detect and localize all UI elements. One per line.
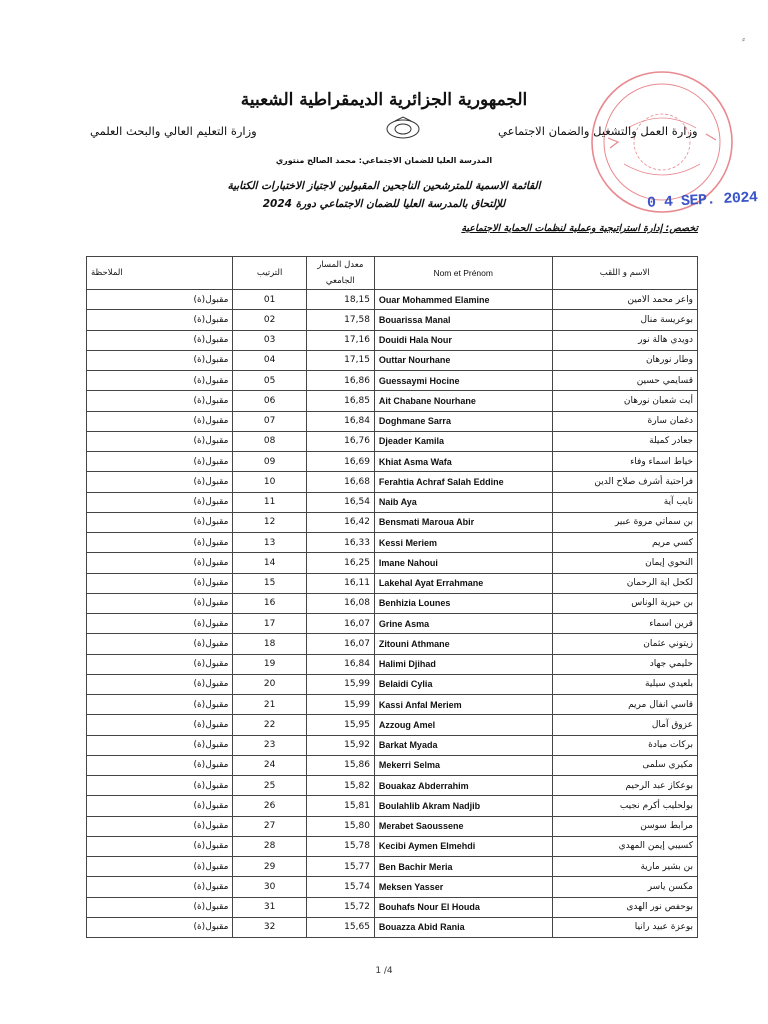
name-ar-cell: بوعكاز عبد الرحيم bbox=[552, 776, 698, 796]
rank-cell: 20 bbox=[233, 674, 306, 694]
note-cell bbox=[87, 350, 233, 370]
note-text: مقبول(ة) bbox=[193, 902, 229, 913]
average-cell: 16,42 bbox=[306, 512, 374, 532]
note-text: مقبول(ة) bbox=[193, 618, 229, 629]
rank-cell: 13 bbox=[233, 533, 306, 553]
note-text: مقبول(ة) bbox=[193, 476, 229, 487]
note-text: مقبول(ة) bbox=[193, 598, 229, 609]
table-row bbox=[87, 816, 698, 836]
table-row bbox=[87, 391, 698, 411]
note-text: مقبول(ة) bbox=[193, 375, 229, 386]
rank-cell: 32 bbox=[233, 917, 306, 937]
name-fr-cell: Djeader Kamila bbox=[374, 431, 552, 451]
average-cell: 15,99 bbox=[306, 695, 374, 715]
average-cell: 16,25 bbox=[306, 553, 374, 573]
name-fr-cell: Doghmane Sarra bbox=[374, 411, 552, 431]
rank-cell: 07 bbox=[233, 411, 306, 431]
table-row bbox=[87, 350, 698, 370]
rank-cell: 21 bbox=[233, 695, 306, 715]
note-text: مقبول(ة) bbox=[193, 841, 229, 852]
rank-cell: 19 bbox=[233, 654, 306, 674]
table-row bbox=[87, 411, 698, 431]
average-cell: 15,95 bbox=[306, 715, 374, 735]
average-cell: 15,78 bbox=[306, 836, 374, 856]
note-text: مقبول(ة) bbox=[193, 578, 229, 589]
rank-cell: 08 bbox=[233, 431, 306, 451]
table-row bbox=[87, 290, 698, 310]
name-ar-cell: دويدي هالة نور bbox=[552, 330, 698, 350]
name-ar-cell: فراحتية أشرف صلاح الدين bbox=[552, 472, 698, 492]
average-cell: 16,84 bbox=[306, 411, 374, 431]
note-cell bbox=[87, 796, 233, 816]
rank-cell: 26 bbox=[233, 796, 306, 816]
table-row bbox=[87, 836, 698, 856]
name-ar-cell: أيت شعبان نورهان bbox=[552, 391, 698, 411]
note-cell bbox=[87, 634, 233, 654]
table-row bbox=[87, 533, 698, 553]
note-cell bbox=[87, 533, 233, 553]
name-fr-cell: Belaidi Cylia bbox=[374, 674, 552, 694]
note-text: مقبول(ة) bbox=[193, 395, 229, 406]
table-row bbox=[87, 715, 698, 735]
table-row bbox=[87, 857, 698, 877]
note-text: مقبول(ة) bbox=[193, 699, 229, 710]
document-title-line-2: للإلتحاق بالمدرسة العليا للضمان الاجتماعي دورة 2024 bbox=[262, 198, 506, 210]
name-fr-cell: Kecibi Aymen Elmehdi bbox=[374, 836, 552, 856]
name-ar-cell: دغمان سارة bbox=[552, 411, 698, 431]
average-cell: 15,65 bbox=[306, 917, 374, 937]
note-text: مقبول(ة) bbox=[193, 314, 229, 325]
note-text: مقبول(ة) bbox=[193, 638, 229, 649]
note-text: مقبول(ة) bbox=[193, 922, 229, 933]
name-fr-cell: Mekerri Selma bbox=[374, 755, 552, 775]
note-text: مقبول(ة) bbox=[193, 294, 229, 305]
note-cell bbox=[87, 330, 233, 350]
name-fr-cell: Benhizia Lounes bbox=[374, 593, 552, 613]
rank-cell: 31 bbox=[233, 897, 306, 917]
name-fr-cell: Bensmati Maroua Abir bbox=[374, 512, 552, 532]
note-text: مقبول(ة) bbox=[193, 517, 229, 528]
note-text: مقبول(ة) bbox=[193, 800, 229, 811]
note-text: مقبول(ة) bbox=[193, 659, 229, 670]
note-cell bbox=[87, 674, 233, 694]
table-row bbox=[87, 472, 698, 492]
note-text: مقبول(ة) bbox=[193, 355, 229, 366]
average-cell: 16,69 bbox=[306, 452, 374, 472]
table-row bbox=[87, 553, 698, 573]
name-fr-cell: Barkat Myada bbox=[374, 735, 552, 755]
name-fr-cell: Ben Bachir Meria bbox=[374, 857, 552, 877]
table-row bbox=[87, 371, 698, 391]
name-fr-cell: Azzoug Amel bbox=[374, 715, 552, 735]
note-cell bbox=[87, 857, 233, 877]
table-row bbox=[87, 735, 698, 755]
note-text: مقبول(ة) bbox=[193, 881, 229, 892]
average-cell: 15,72 bbox=[306, 897, 374, 917]
average-cell: 15,99 bbox=[306, 674, 374, 694]
name-ar-cell: حليمي جهاد bbox=[552, 654, 698, 674]
name-ar-cell: مكيري سلمى bbox=[552, 755, 698, 775]
average-cell: 15,81 bbox=[306, 796, 374, 816]
note-cell bbox=[87, 735, 233, 755]
note-text: مقبول(ة) bbox=[193, 436, 229, 447]
name-fr-cell: Outtar Nourhane bbox=[374, 350, 552, 370]
table-row bbox=[87, 573, 698, 593]
name-fr-cell: Kassi Anfal Meriem bbox=[374, 695, 552, 715]
name-fr-cell: Bouhafs Nour El Houda bbox=[374, 897, 552, 917]
table-row bbox=[87, 776, 698, 796]
name-fr-cell: Merabet Saoussene bbox=[374, 816, 552, 836]
rank-cell: 25 bbox=[233, 776, 306, 796]
note-cell bbox=[87, 553, 233, 573]
rank-cell: 03 bbox=[233, 330, 306, 350]
average-cell: 15,74 bbox=[306, 877, 374, 897]
note-cell bbox=[87, 816, 233, 836]
note-cell bbox=[87, 593, 233, 613]
average-cell: 17,58 bbox=[306, 310, 374, 330]
name-ar-cell: مكسن ياسر bbox=[552, 877, 698, 897]
note-cell bbox=[87, 877, 233, 897]
rank-cell: 18 bbox=[233, 634, 306, 654]
name-ar-cell: لكحل اية الرحمان bbox=[552, 573, 698, 593]
average-cell: 15,80 bbox=[306, 816, 374, 836]
note-cell bbox=[87, 391, 233, 411]
average-cell: 16,85 bbox=[306, 391, 374, 411]
table-row bbox=[87, 796, 698, 816]
average-cell: 16,07 bbox=[306, 634, 374, 654]
name-ar-cell: وطار نورهان bbox=[552, 350, 698, 370]
name-ar-cell: بوحفص نور الهدى bbox=[552, 897, 698, 917]
note-cell bbox=[87, 695, 233, 715]
average-cell: 17,16 bbox=[306, 330, 374, 350]
header-average: معدل المسار الجامعي bbox=[306, 257, 374, 290]
table-row bbox=[87, 512, 698, 532]
average-cell: 15,77 bbox=[306, 857, 374, 877]
rank-cell: 01 bbox=[233, 290, 306, 310]
table-row bbox=[87, 654, 698, 674]
rank-cell: 15 bbox=[233, 573, 306, 593]
average-cell: 16,86 bbox=[306, 371, 374, 391]
name-ar-cell: كسيبي إيمن المهدي bbox=[552, 836, 698, 856]
average-cell: 16,33 bbox=[306, 533, 374, 553]
table-row bbox=[87, 330, 698, 350]
note-text: مقبول(ة) bbox=[193, 760, 229, 771]
note-cell bbox=[87, 654, 233, 674]
average-cell: 16,07 bbox=[306, 614, 374, 634]
name-ar-cell: النحوي إيمان bbox=[552, 553, 698, 573]
average-cell: 16,68 bbox=[306, 472, 374, 492]
note-text: مقبول(ة) bbox=[193, 557, 229, 568]
name-ar-cell: مرابط سوسن bbox=[552, 816, 698, 836]
name-fr-cell: Ferahtia Achraf Salah Eddine bbox=[374, 472, 552, 492]
table-row bbox=[87, 755, 698, 775]
name-fr-cell: Halimi Djihad bbox=[374, 654, 552, 674]
name-ar-cell: عزوق آمال bbox=[552, 715, 698, 735]
name-fr-cell: Bouakaz Abderrahim bbox=[374, 776, 552, 796]
note-text: مقبول(ة) bbox=[193, 416, 229, 427]
rank-cell: 17 bbox=[233, 614, 306, 634]
note-text: مقبول(ة) bbox=[193, 821, 229, 832]
average-cell: 16,76 bbox=[306, 431, 374, 451]
rank-cell: 11 bbox=[233, 492, 306, 512]
header-name-ar: الاسم و اللقب bbox=[552, 257, 698, 290]
ministry-labour: وزارة العمل والتشغيل والضمان الاجتماعي bbox=[498, 124, 698, 138]
rank-cell: 16 bbox=[233, 593, 306, 613]
stamp-date: 0 4 SEP. 2024 bbox=[646, 189, 758, 212]
note-cell bbox=[87, 411, 233, 431]
note-cell bbox=[87, 776, 233, 796]
name-ar-cell: بلعيدي سيلية bbox=[552, 674, 698, 694]
name-ar-cell: جعادر كميلة bbox=[552, 431, 698, 451]
note-cell bbox=[87, 472, 233, 492]
note-text: مقبول(ة) bbox=[193, 719, 229, 730]
table-row bbox=[87, 492, 698, 512]
rank-cell: 04 bbox=[233, 350, 306, 370]
name-ar-cell: قرين اسماء bbox=[552, 614, 698, 634]
name-ar-cell: قسايمي حسين bbox=[552, 371, 698, 391]
note-cell bbox=[87, 371, 233, 391]
name-fr-cell: Khiat Asma Wafa bbox=[374, 452, 552, 472]
name-ar-cell: قاسي انفال مريم bbox=[552, 695, 698, 715]
note-cell bbox=[87, 917, 233, 937]
note-text: مقبول(ة) bbox=[193, 861, 229, 872]
note-cell bbox=[87, 897, 233, 917]
school-logo-icon bbox=[384, 115, 422, 141]
ministry-higher-education: وزارة التعليم العالي والبحث العلمي bbox=[90, 124, 257, 138]
table-row bbox=[87, 634, 698, 654]
name-ar-cell: زيتوني عثمان bbox=[552, 634, 698, 654]
school-name: المدرسة العليا للضمان الاجتماعي: محمد الصالح منتوري bbox=[275, 156, 493, 165]
note-cell bbox=[87, 310, 233, 330]
note-cell bbox=[87, 614, 233, 634]
rank-cell: 09 bbox=[233, 452, 306, 472]
name-fr-cell: Grine Asma bbox=[374, 614, 552, 634]
name-ar-cell: بن بشير مارية bbox=[552, 857, 698, 877]
average-cell: 15,86 bbox=[306, 755, 374, 775]
table-body bbox=[87, 290, 698, 938]
rank-cell: 22 bbox=[233, 715, 306, 735]
rank-cell: 14 bbox=[233, 553, 306, 573]
name-fr-cell: Lakehal Ayat Errahmane bbox=[374, 573, 552, 593]
average-cell: 15,92 bbox=[306, 735, 374, 755]
average-cell: 16,11 bbox=[306, 573, 374, 593]
note-cell bbox=[87, 715, 233, 735]
note-cell bbox=[87, 452, 233, 472]
average-cell: 18,15 bbox=[306, 290, 374, 310]
name-fr-cell: Boulahlib Akram Nadjib bbox=[374, 796, 552, 816]
rank-cell: 06 bbox=[233, 391, 306, 411]
table-row bbox=[87, 917, 698, 937]
header-name-fr: Nom et Prénom bbox=[374, 257, 552, 290]
name-fr-cell: Imane Nahoui bbox=[374, 553, 552, 573]
table-row bbox=[87, 593, 698, 613]
table-row bbox=[87, 877, 698, 897]
rank-cell: 02 bbox=[233, 310, 306, 330]
note-text: مقبول(ة) bbox=[193, 456, 229, 467]
name-fr-cell: Bouarissa Manal bbox=[374, 310, 552, 330]
table-header-row bbox=[87, 257, 698, 290]
name-fr-cell: Ouar Mohammed Elamine bbox=[374, 290, 552, 310]
name-ar-cell: بن حيزية الوناس bbox=[552, 593, 698, 613]
name-fr-cell: Guessaymi Hocine bbox=[374, 371, 552, 391]
note-text: مقبول(ة) bbox=[193, 335, 229, 346]
average-cell: 15,82 bbox=[306, 776, 374, 796]
note-cell bbox=[87, 755, 233, 775]
name-ar-cell: بن سماتي مروة عبير bbox=[552, 512, 698, 532]
name-fr-cell: Douidi Hala Nour bbox=[374, 330, 552, 350]
note-cell bbox=[87, 512, 233, 532]
name-fr-cell: Bouazza Abid Rania bbox=[374, 917, 552, 937]
average-cell: 16,54 bbox=[306, 492, 374, 512]
header-rank: الترتيب bbox=[233, 257, 306, 290]
note-text: مقبول(ة) bbox=[193, 537, 229, 548]
rank-cell: 10 bbox=[233, 472, 306, 492]
note-text: مقبول(ة) bbox=[193, 740, 229, 751]
rank-cell: 12 bbox=[233, 512, 306, 532]
rank-cell: 24 bbox=[233, 755, 306, 775]
rank-cell: 05 bbox=[233, 371, 306, 391]
note-cell bbox=[87, 836, 233, 856]
table-row bbox=[87, 614, 698, 634]
page-number: 1 /4 bbox=[375, 966, 393, 976]
table-row bbox=[87, 310, 698, 330]
name-ar-cell: كسي مريم bbox=[552, 533, 698, 553]
table-row bbox=[87, 431, 698, 451]
name-fr-cell: Zitouni Athmane bbox=[374, 634, 552, 654]
name-fr-cell: Ait Chabane Nourhane bbox=[374, 391, 552, 411]
name-ar-cell: بوعريسة منال bbox=[552, 310, 698, 330]
rank-cell: 28 bbox=[233, 836, 306, 856]
rank-cell: 27 bbox=[233, 816, 306, 836]
table-row bbox=[87, 674, 698, 694]
note-text: مقبول(ة) bbox=[193, 497, 229, 508]
header-note: الملاحظة bbox=[87, 257, 233, 290]
corner-scribble-mark: ⸗ bbox=[742, 35, 745, 45]
note-cell bbox=[87, 573, 233, 593]
average-cell: 17,15 bbox=[306, 350, 374, 370]
rank-cell: 29 bbox=[233, 857, 306, 877]
name-ar-cell: نايب آية bbox=[552, 492, 698, 512]
name-ar-cell: بوعزة عبيد رانيا bbox=[552, 917, 698, 937]
name-fr-cell: Naib Aya bbox=[374, 492, 552, 512]
name-ar-cell: بركات ميادة bbox=[552, 735, 698, 755]
name-ar-cell: بولحليب أكرم نجيب bbox=[552, 796, 698, 816]
name-fr-cell: Kessi Meriem bbox=[374, 533, 552, 553]
republic-heading: الجمهورية الجزائرية الديمقراطية الشعبية bbox=[240, 90, 528, 110]
document-title-line-1: القائمة الاسمية للمترشحين الناجحين المقبولين لاجتياز الاختبارات الكتابية bbox=[227, 180, 541, 192]
average-cell: 16,08 bbox=[306, 593, 374, 613]
rank-cell: 23 bbox=[233, 735, 306, 755]
rank-cell: 30 bbox=[233, 877, 306, 897]
note-text: مقبول(ة) bbox=[193, 780, 229, 791]
name-ar-cell: خياط اسماء وفاء bbox=[552, 452, 698, 472]
specialty-label: تخصص: إدارة استراتيجية وعملية لنظمات الحماية الاجتماعية bbox=[461, 223, 698, 234]
average-cell: 16,84 bbox=[306, 654, 374, 674]
table-row bbox=[87, 897, 698, 917]
table-row bbox=[87, 452, 698, 472]
note-cell bbox=[87, 290, 233, 310]
note-cell bbox=[87, 492, 233, 512]
name-ar-cell: واعر محمد الامين bbox=[552, 290, 698, 310]
note-text: مقبول(ة) bbox=[193, 679, 229, 690]
table-row bbox=[87, 695, 698, 715]
candidates-table bbox=[86, 256, 698, 938]
note-cell bbox=[87, 431, 233, 451]
name-fr-cell: Meksen Yasser bbox=[374, 877, 552, 897]
